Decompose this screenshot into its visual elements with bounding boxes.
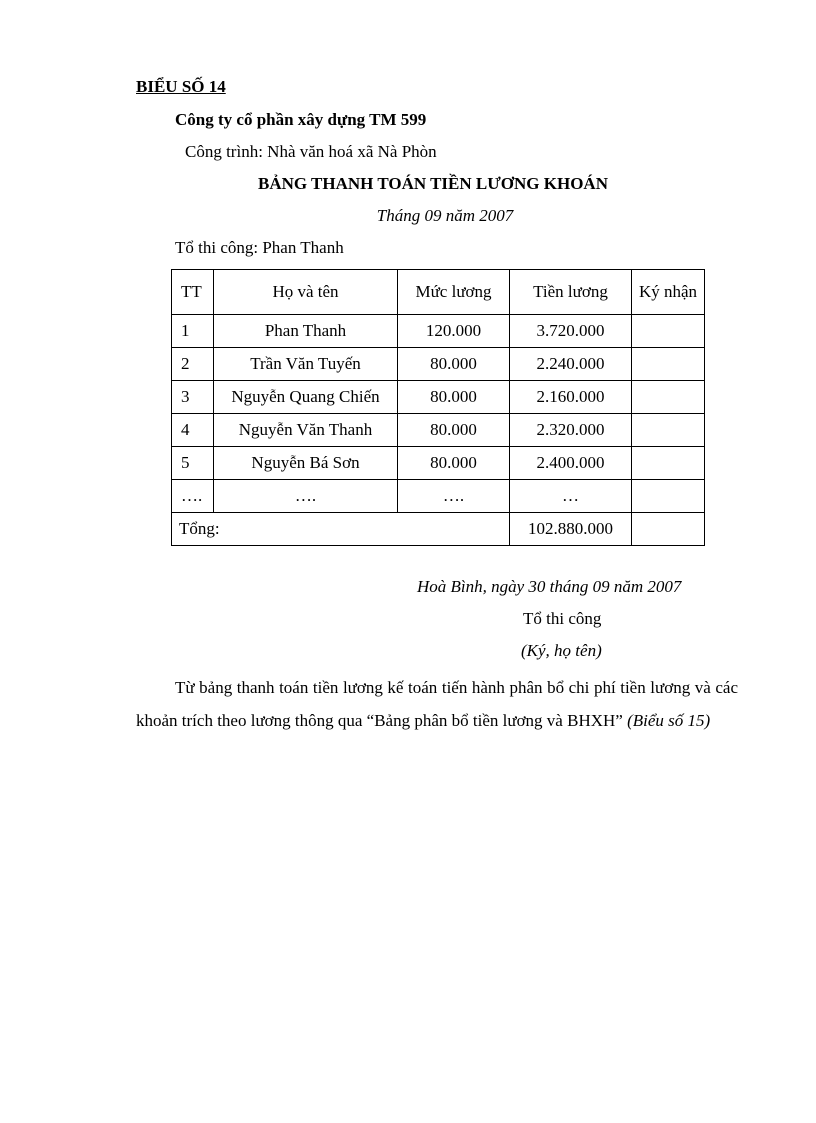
- table-row: [172, 315, 705, 348]
- cell-signature: [632, 381, 705, 414]
- cell-salary: 2.160.000: [510, 381, 632, 414]
- table-row: [172, 348, 705, 381]
- table-header-row: [172, 270, 705, 315]
- team-name: Tổ thi công: Phan Thanh: [175, 238, 344, 257]
- column-header-name: Họ và tên: [214, 270, 398, 315]
- signer-title: Tổ thi công: [523, 609, 602, 628]
- column-header-tt: TT: [172, 270, 214, 315]
- cell-tt: 3: [172, 381, 214, 414]
- cell-tt: 4: [172, 414, 214, 447]
- cell-salary: 2.240.000: [510, 348, 632, 381]
- cell-name: Nguyễn Bá Sơn: [214, 447, 398, 480]
- cell-name: Nguyễn Quang Chiến: [214, 381, 398, 414]
- cell-salary: …: [510, 480, 632, 513]
- cell-salary: 2.400.000: [510, 447, 632, 480]
- table-row: [172, 447, 705, 480]
- cell-salary: 2.320.000: [510, 414, 632, 447]
- cell-rate: 80.000: [398, 381, 510, 414]
- cell-signature: [632, 414, 705, 447]
- cell-name: Phan Thanh: [214, 315, 398, 348]
- total-label: Tổng:: [172, 513, 510, 546]
- column-header-salary: Tiền lương: [510, 270, 632, 315]
- cell-signature: [632, 447, 705, 480]
- cell-rate: 80.000: [398, 447, 510, 480]
- cell-tt: 1: [172, 315, 214, 348]
- cell-name: Trần Văn Tuyến: [214, 348, 398, 381]
- signature-note: (Ký, họ tên): [521, 641, 602, 660]
- cell-signature: [632, 315, 705, 348]
- total-value: 102.880.000: [510, 513, 632, 546]
- paragraph-text: Từ bảng thanh toán tiền lương kế toán tiến hành phân bổ chi phí tiền lương và các khoản trích theo lương thông qua “Bảng phân bổ tiền lương và BHXH”: [136, 678, 738, 730]
- cell-name: ….: [214, 480, 398, 513]
- table-row: [172, 480, 705, 513]
- cell-signature: [632, 480, 705, 513]
- payroll-table: [171, 269, 705, 546]
- pay-period: Tháng 09 năm 2007: [376, 206, 514, 225]
- body-paragraph: [136, 671, 738, 737]
- cell-salary: 3.720.000: [510, 315, 632, 348]
- cell-rate: 80.000: [398, 348, 510, 381]
- document-title: BẢNG THANH TOÁN TIỀN LƯƠNG KHOÁN: [258, 174, 608, 193]
- cell-tt: 2: [172, 348, 214, 381]
- column-header-signature: Ký nhận: [632, 270, 705, 315]
- table-total-row: [172, 513, 705, 546]
- project-name: Công trình: Nhà văn hoá xã Nà Phòn: [185, 142, 437, 161]
- total-signature-cell: [632, 513, 705, 546]
- place-date: Hoà Bình, ngày 30 tháng 09 năm 2007: [417, 577, 682, 596]
- cell-rate: 120.000: [398, 315, 510, 348]
- column-header-rate: Mức lương: [398, 270, 510, 315]
- form-number: BIỂU SỐ 14: [136, 77, 226, 96]
- cell-tt: ….: [172, 480, 214, 513]
- cell-name: Nguyễn Văn Thanh: [214, 414, 398, 447]
- company-name: Công ty cổ phần xây dựng TM 599: [175, 110, 427, 129]
- paragraph-reference: (Biểu số 15): [627, 711, 711, 730]
- table-row: [172, 414, 705, 447]
- cell-rate: ….: [398, 480, 510, 513]
- cell-signature: [632, 348, 705, 381]
- table-row: [172, 381, 705, 414]
- cell-tt: 5: [172, 447, 214, 480]
- cell-rate: 80.000: [398, 414, 510, 447]
